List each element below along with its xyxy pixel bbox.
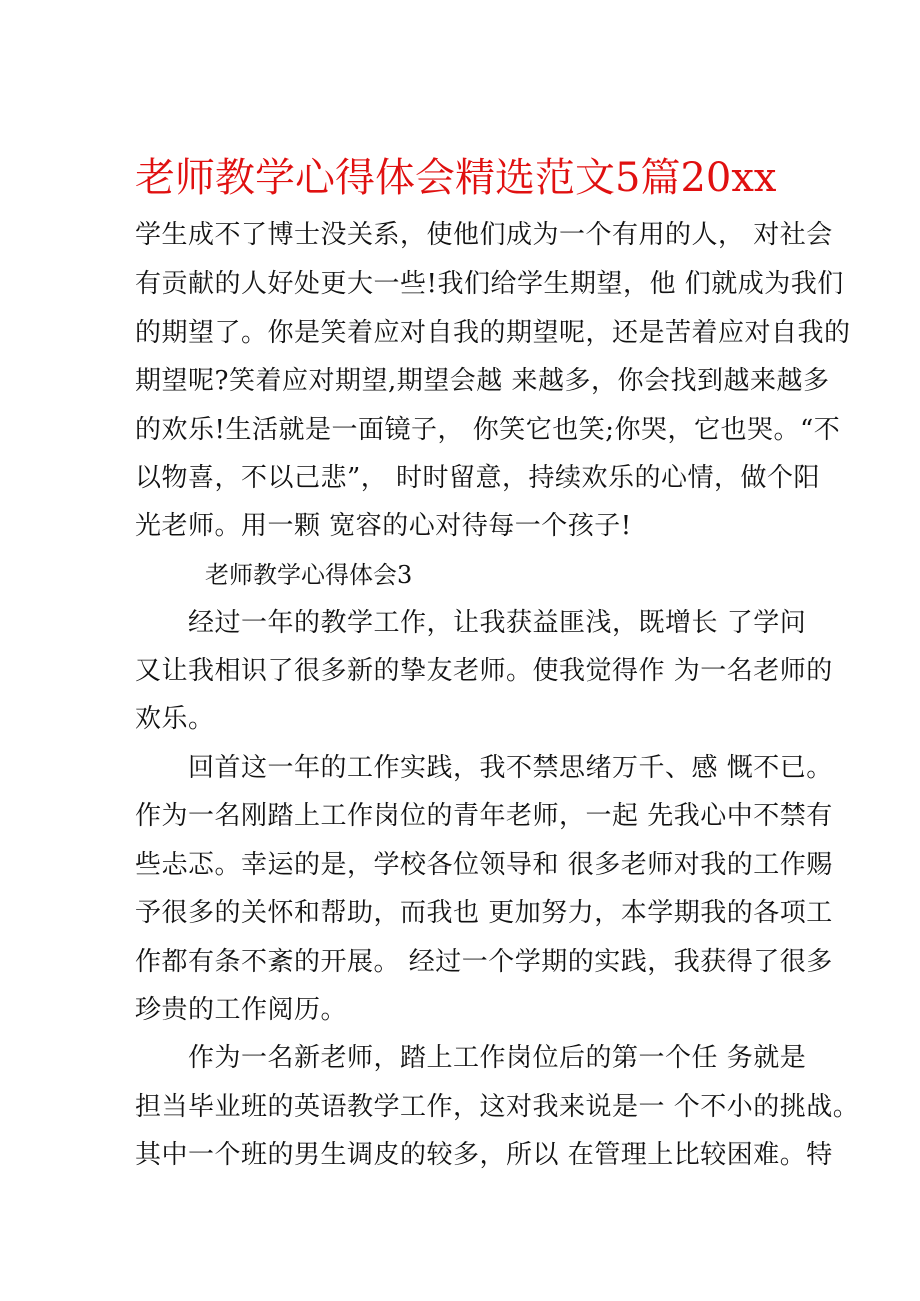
text-line: 的欢乐!生活就是一面镜子， 你笑它也笑;你哭，它也哭。“不 [135, 415, 841, 445]
text-line: 以物喜，不以己悲”， 时时留意，持续欢乐的心情，做个阳 [135, 463, 821, 493]
text-line: 又让我相识了很多新的挚友老师。使我觉得作 为一名老师的 [135, 656, 833, 686]
text-line: 期望呢?笑着应对期望,期望会越 来越多，你会找到越来越多 [135, 366, 830, 396]
text-line: 光老师。用一颗 宽容的心对待每一个孩子! [135, 511, 632, 541]
document-title: 老师教学心得体会精选范文5篇20xx [135, 155, 777, 201]
text-line: 学生成不了博士没关系，使他们成为一个有用的人， 对社会 [135, 220, 833, 250]
text-line: 有贡献的人好处更大一些!我们给学生期望，他 们就成为我们 [135, 269, 844, 299]
text-line: 担当毕业班的英语教学工作，这对我来说是一 个不小的挑战。 [135, 1092, 860, 1122]
section-heading: 老师教学心得体会3 [205, 561, 413, 589]
text-line: 予很多的关怀和帮助，而我也 更加努力，本学期我的各项工 [135, 898, 833, 928]
text-line: 其中一个班的男生调皮的较多，所以 在管理上比较困难。特 [135, 1140, 833, 1170]
text-line: 珍贵的工作阅历。 [135, 995, 348, 1025]
text-line: 作都有条不紊的开展。 经过一个学期的实践，我获得了很多 [135, 947, 833, 977]
text-line: 经过一年的教学工作，让我获益匪浅，既增长 了学问 [135, 608, 807, 638]
text-line: 作为一名新老师，踏上工作岗位后的第一个任 务就是 [135, 1043, 807, 1073]
text-line: 些忐忑。幸运的是，学校各位领导和 很多老师对我的工作赐 [135, 850, 833, 880]
text-line: 欢乐。 [135, 704, 215, 734]
text-line: 的期望了。你是笑着应对自我的期望呢，还是苦着应对自我的 [135, 318, 851, 348]
text-line: 回首这一年的工作实践，我不禁思绪万千、感 慨不已。 [135, 753, 833, 783]
text-line: 作为一名刚踏上工作岗位的青年老师，一起 先我心中不禁有 [135, 801, 833, 831]
